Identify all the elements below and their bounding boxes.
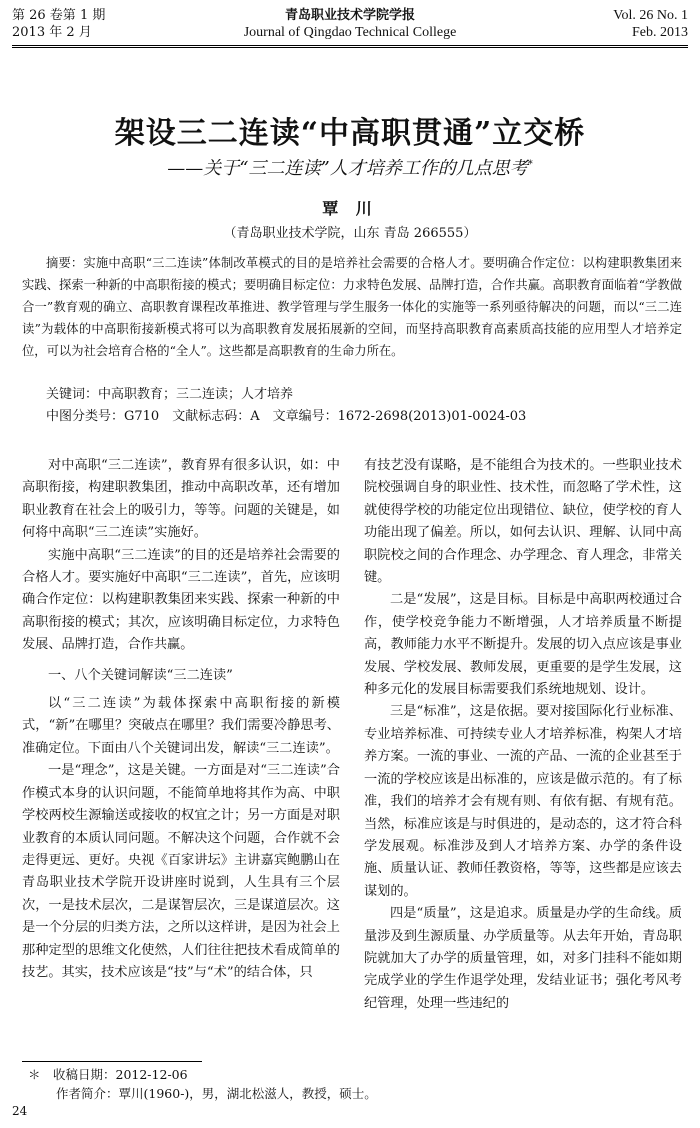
body-paragraph: 实施中高职“三二连读”的目的还是培养社会需要的合格人才。要实施好中高职“三二连读”，首先，应该明确合作定位：以构建职教集团来实践、探索一种新的中高职衔接的模式；其次，应该明确目标定位，力求特色发展、品牌打造，合作共赢。 <box>22 547 340 653</box>
header-journal-en: Journal of Qingdao Technical College <box>243 25 457 40</box>
article-subtitle <box>0 154 700 180</box>
author-name: 覃 川 <box>322 199 378 218</box>
header-date-en: Feb. 2013 <box>632 25 688 40</box>
classification-info: 中图分类号：G710 文献标志码：A 文章编号：1672-2698(2013)01-0024-03 <box>46 409 527 424</box>
page-number: 24 <box>12 1104 28 1118</box>
keywords: 关键词：中高职教育；三二连读；人才培养 <box>46 387 294 402</box>
body-paragraph: 对中高职“三二连读”，教育界有很多认识，如：中高职衔接，构建职教集团，推动中高职改革，还有增加职业教育在社会上的吸引力，等等。问题的关键是，如何将中高职“三二连读”实施好。 <box>22 458 340 541</box>
article-title: 架设三二连读“中高职贯通”立交桥 <box>114 116 586 151</box>
body-paragraph: 一是“理念”，这是关键。一方面是对“三二连读”合作模式本身的认识问题，不能简单地将其作为高、中职学校两校生源输送或接收的权宜之计；另一方面是对职业教育的本质认同问题。不解决这个问题，合作就不会走得更远、更好。央视《百家讲坛》主讲嘉宾鲍鹏山在青岛职业技术学院开设讲座时说到，人生具有三个层次，一是技术层次，二是谋智层次，三是谋道层次。这是一个分层的归类方法，之所以这样讲，是因为社会上那种定型的思维文化使然，人们往往把技术看成简单的技艺。其实，技术应该是“技”与“术”的结合体，只 <box>22 763 340 980</box>
header-rule <box>12 45 688 46</box>
section-heading: 一、八个关键词解读“三二连读” <box>48 667 233 683</box>
footnote-received: ＊ 收稿日期：2012-12-06 <box>28 1067 188 1082</box>
abstract: 摘要：实施中高职“三二连读”体制改革模式的目的是培养社会需要的合格人才。要明确合作定位：以构建职教集团来实践、探索一种新的中高职衔接的模式；要明确目标定位：力求特色发展、品牌打造，合作共赢。高职教育面临着“学教做合一”教育观的确立、高职教育课程改革推进、教学管理与学生服务一体化的实施等一系列亟待解决的问题，而以“三二连读”为载体的中高职衔接新模式将可以为高职教育发展拓展新的空间，而坚持高职教育高素质高技能的应用型人才培养定位，可以为社会培育合格的“全人”。这些都是高职教育的生命力所在。 <box>22 256 682 358</box>
header-volume-en: Vol. 26 No. 1 <box>613 8 688 23</box>
body-paragraph: 二是“发展”，这是目标。目标是中高职两校通过合作，使学校竞争能力不断增强，人才培养质量不断提高，教师能力水平不断提升。发展的切入点应该是事业发展、学校发展、教师发展，更重要的是学生发展，这种多元化的发展目标需要我们系统地规划、设计。 <box>364 592 682 698</box>
header-rule-second <box>12 47 688 48</box>
body-paragraph: 四是“质量”，这是追求。质量是办学的生命线。质量涉及到生源质量、办学质量等。从去年开始，青岛职院就加大了办学的质量管理，如，对多门挂科不能如期完成学业的学生作退学处理，发结业证书；强化考风考纪管理，处理一些违纪的 <box>364 906 682 1011</box>
body-column-left <box>22 455 340 984</box>
footnote-rule <box>22 1061 202 1062</box>
author-affiliation: （青岛职业技术学院，山东 青岛 266555） <box>223 226 477 241</box>
header-volume-cn: 第 26 卷第 1 期 <box>12 8 106 23</box>
footnote-author-bio: 作者简介：覃川(1960-)，男，湖北松滋人，教授，硕士。 <box>56 1086 377 1101</box>
body-column-right <box>364 455 682 1015</box>
body-paragraph: 有技艺没有谋略，是不能组合为技术的。一些职业技术院校强调自身的职业性、技术性，而忽略了学术性，这就使得学校的功能定位出现错位、缺位，使学校的育人功能出现了偏差。所以，如何去认识、理解、认同中高职院校之间的合作理念、办学理念、育人理念，非常关键。 <box>364 458 682 586</box>
body-paragraph: 三是“标准”，这是依据。要对接国际化行业标准、专业培养标准、可持续专业人才培养标准，构架人才培养方案。一流的事业、一流的产品、一流的企业甚至于一流的学校应该是出标准的，应该是做示范的。有了标准，我们的培养才会有规有则、有依有据、有规有范。当然，标准应该是与时俱进的，是动态的，这才符合科学发展观。标准涉及到人才培养方案、办学的条件设施、质量认证、教师任教资格，等等，这些都是应该去谋划的。 <box>364 704 682 899</box>
header-journal-cn: 青岛职业技术学院学报 <box>284 8 415 23</box>
header-date-cn: 2013 年 2 月 <box>12 25 92 40</box>
body-paragraph: 以“三二连读”为载体探索中高职衔接的新模式，“新”在哪里？突破点在哪里？我们需要冷静思考、准确定位。下面由八个关键词出发，解读“三二连读”。 <box>22 696 340 756</box>
article-subtitle-text: ——关于“三二连读”人才培养工作的几点思考 <box>167 158 528 179</box>
footnote-mark: * <box>527 159 533 170</box>
